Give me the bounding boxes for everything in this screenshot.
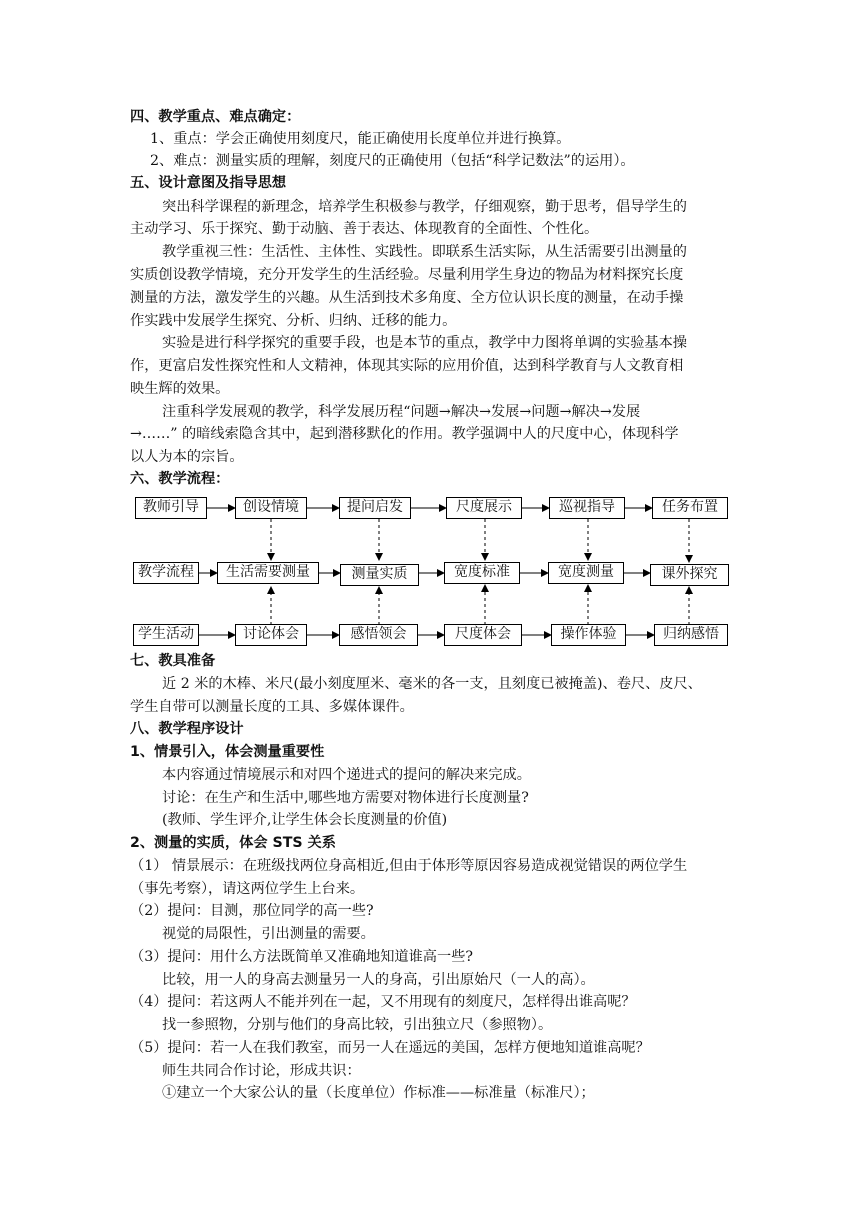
paragraph-line: 作实践中发展学生探究、分析、归纳、迁移的能力。	[130, 313, 457, 329]
paragraph-line: 教学重视三性：生活性、主体性、实践性。即联系生活实际，从生活需要引出测量的	[162, 244, 687, 260]
paragraph-line: 找一参照物，分别与他们的身高比较，引出独立尺（参照物）。	[162, 1017, 553, 1033]
paragraph-line: 学生自带可以测量长度的工具、多媒体课件。	[130, 699, 414, 715]
paragraph-line: 主动学习、乐于探究、勤于动脑、善于表达、体现教育的全面性、个性化。	[130, 221, 599, 237]
section-7-heading: 七、教具准备	[130, 653, 216, 669]
flow-box-discuss-experience: 讨论体会	[235, 624, 307, 646]
paragraph-line: 近 2 米的木棒、米尺(最小刻度厘米、毫米的各一支，且刻度已被掩盖)、卷尺、皮尺、	[162, 676, 702, 692]
flow-box-student-activity: 学生活动	[133, 624, 199, 646]
flow-box-extracurricular-inquiry: 课外探究	[650, 564, 729, 586]
flow-box-life-needs-measurement: 生活需要测量	[217, 562, 319, 584]
flow-box-width-measurement: 宽度测量	[548, 562, 624, 584]
paragraph-line: ①建立一个大家公认的量（长度单位）作标准——标准量（标准尺）；	[162, 1085, 595, 1101]
paragraph-line: 注重科学发展观的教学，科学发展历程“问题→解决→发展→问题→解决→发展	[162, 404, 641, 420]
flow-box-width-standard: 宽度标准	[444, 562, 520, 584]
paragraph-line: （4）提问：若这两人不能并列在一起，又不用现有的刻度尺，怎样得出谁高呢？	[130, 994, 636, 1010]
section-4-heading: 四、教学重点、难点确定：	[130, 109, 301, 125]
flow-box-summarize-insight: 归纳感悟	[654, 624, 728, 646]
paragraph-line: 实质创设教学情境，充分开发学生的生活经验。尽量利用学生身边的物品为材料探究长度	[130, 267, 684, 283]
flow-box-perceive-understand: 感悟领会	[339, 624, 418, 646]
flow-box-hands-on-experience: 操作体验	[551, 624, 626, 646]
subsection-2-heading: 2、测量的实质，体会 STS 关系	[130, 835, 336, 851]
paragraph-line: （1） 情景展示：在班级找两位身高相近,但由于体形等原因容易造成视觉错误的两位学生	[130, 858, 688, 874]
paragraph-line: 作，更富启发性探究性和人文精神，体现其实际的应用价值，达到科学教育与人文教育相	[130, 358, 684, 374]
paragraph-line: 师生共同合作讨论，形成共识：	[162, 1063, 361, 1079]
paragraph-line: （5）提问：若一人在我们教室，而另一人在遥远的美国，怎样方便地知道谁高呢？	[130, 1040, 650, 1056]
flow-box-teaching-flow: 教学流程	[133, 562, 199, 584]
paragraph-line: 测量的方法，激发学生的兴趣。从生活到技术多角度、全方位认识长度的测量，在动手操	[130, 290, 684, 306]
paragraph-line: (教师、学生评介,让学生体会长度测量的价值)	[162, 812, 448, 828]
paragraph-line: 讨论：在生产和生活中,哪些地方需要对物体进行长度测量?	[162, 790, 529, 806]
flow-box-create-scenario: 创设情境	[235, 497, 307, 519]
flow-box-assign-task: 任务布置	[652, 497, 728, 519]
paragraph-line: 视觉的局限性，引出测量的需要。	[162, 926, 375, 942]
flow-box-measurement-essence: 测量实质	[340, 564, 419, 586]
section-6-heading: 六、教学流程：	[130, 471, 230, 487]
paragraph-line: （2）提问：目测，那位同学的高一些?	[130, 903, 374, 919]
difficult-point-line: 2、难点：测量实质的理解，刻度尺的正确使用（包括“科学记数法”的运用）。	[150, 153, 635, 169]
flow-box-scale-display: 尺度展示	[446, 497, 522, 519]
paragraph-line: 比较，用一人的身高去测量另一人的身高，引出原始尺（一人的高）。	[162, 972, 595, 988]
key-point-line: 1、重点：学会正确使用刻度尺，能正确使用长度单位并进行换算。	[150, 131, 571, 147]
flow-box-scale-experience: 尺度体会	[444, 624, 522, 646]
teaching-flow-diagram	[128, 490, 738, 650]
paragraph-line: 以人为本的宗旨。	[130, 449, 244, 465]
paragraph-line: →……” 的暗线索隐含其中，起到潜移默化的作用。教学强调中人的尺度中心，体现科学	[130, 426, 679, 442]
paragraph-line: （事先考察），请这两位学生上台来。	[130, 881, 365, 897]
flow-box-question-inspire: 提问启发	[339, 497, 411, 519]
subsection-1-heading: 1、情景引入，体会测量重要性	[130, 744, 325, 760]
flow-box-patrol-guide: 巡视指导	[549, 497, 625, 519]
section-5-heading: 五、设计意图及指导思想	[130, 175, 287, 191]
paragraph-line: 实验是进行科学探究的重要手段，也是本节的重点，教学中力图将单调的实验基本操	[162, 335, 687, 351]
flow-box-teacher-guide: 教师引导	[135, 497, 207, 519]
paragraph-line: （3）提问：用什么方法既简单又准确地知道谁高一些?	[130, 949, 473, 965]
paragraph-line: 突出科学课程的新理念，培养学生积极参与教学，仔细观察，勤于思考，倡导学生的	[162, 199, 687, 215]
paragraph-line: 本内容通过情境展示和对四个递进式的提问的解决来完成。	[162, 767, 531, 783]
section-8-heading: 八、教学程序设计	[130, 721, 244, 737]
paragraph-line: 映生辉的效果。	[130, 381, 230, 397]
